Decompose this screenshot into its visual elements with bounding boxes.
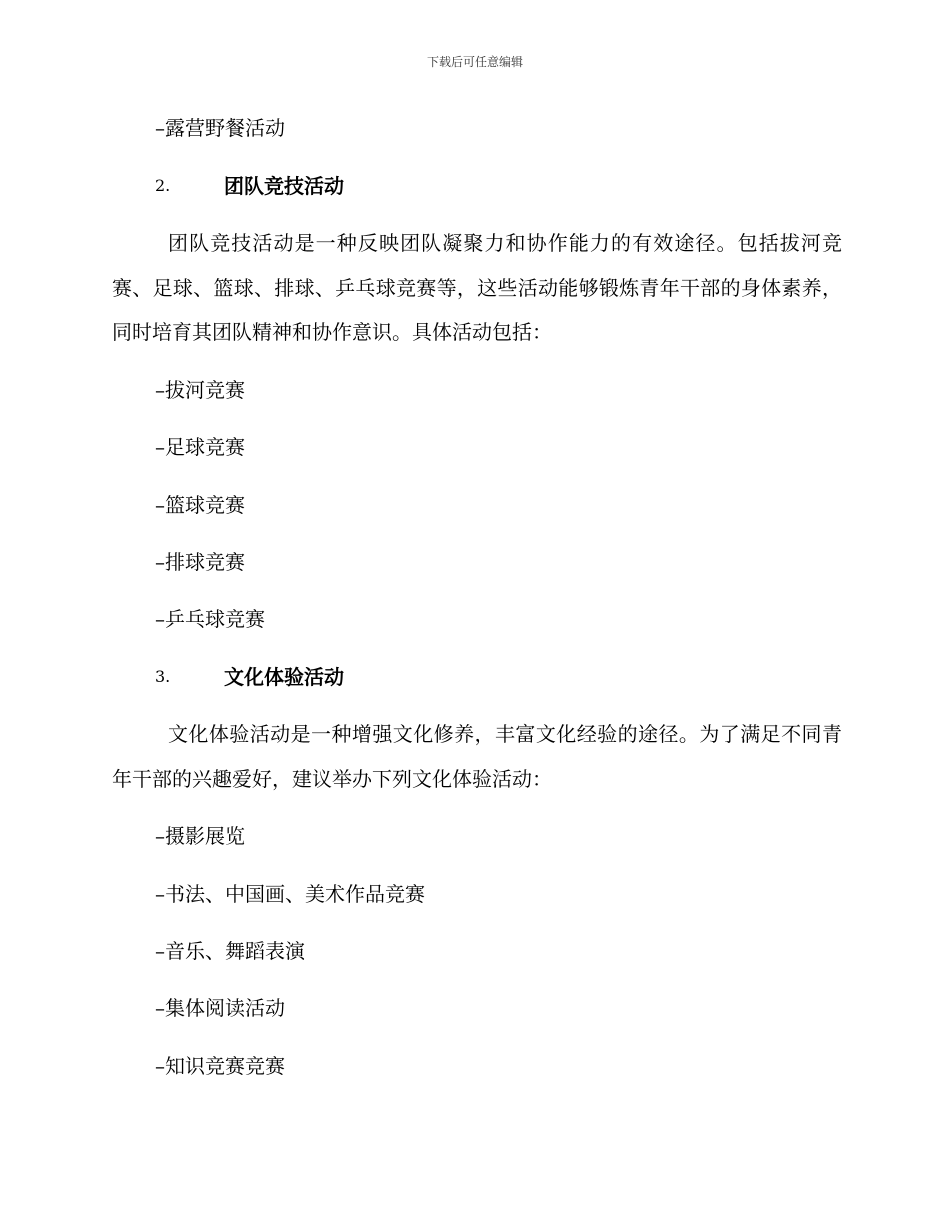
section-title: 文化体验活动	[224, 665, 344, 689]
list-item: –集体阅读活动	[155, 996, 285, 1020]
list-item: –足球竞赛	[155, 435, 245, 459]
list-item: –篮球竞赛	[155, 493, 245, 517]
list-item: –摄影展览	[155, 824, 245, 848]
list-item: –拔河竞赛	[155, 378, 245, 402]
section-number: 3.	[155, 667, 171, 686]
section-paragraph: 团队竞技活动是一种反映团队凝聚力和协作能力的有效途径。包括拔河竞赛、足球、篮球、排球、乒乓球竞赛等，这些活动能够锻炼青年干部的身体素养，同时培育其团队精神和协作意识。具体活动包括：	[112, 231, 842, 344]
list-item: –乒乓球竞赛	[155, 607, 265, 631]
section-title: 团队竞技活动	[224, 174, 344, 198]
list-item: –露营野餐活动	[155, 116, 285, 140]
list-item: –排球竞赛	[155, 550, 245, 574]
list-item: –音乐、舞蹈表演	[155, 939, 305, 963]
page-header-note: 下载后可任意编辑	[426, 55, 523, 69]
list-item: –知识竞赛竞赛	[155, 1054, 285, 1078]
list-item: –书法、中国画、美术作品竞赛	[155, 882, 425, 906]
section-paragraph: 文化体验活动是一种增强文化修养，丰富文化经验的途径。为了满足不同青年干部的兴趣爱好，建议举办下列文化体验活动：	[112, 722, 842, 791]
section-number: 2.	[155, 176, 171, 195]
